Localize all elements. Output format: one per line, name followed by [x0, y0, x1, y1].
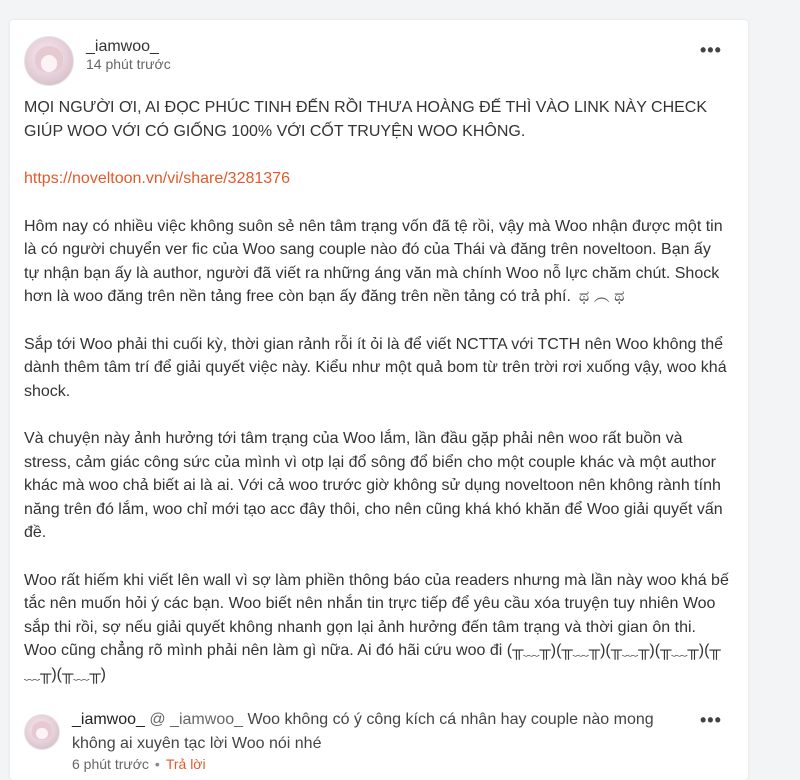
comment-mention[interactable]: @ _iamwoo_: [149, 711, 244, 728]
post-card: [10, 20, 748, 780]
post-paragraph-1: MỌI NGƯỜI ƠI, AI ĐỌC PHÚC TINH ĐẾN RỒI THƯA HOÀNG ĐẾ THÌ VÀO LINK NÀY CHECK GIÚP WOO VỚI CÓ GIỐNG 100% VỚI CỐT TRUYỆN WOO KHÔNG.: [24, 99, 708, 140]
post-timestamp: 14 phút trước: [86, 56, 171, 72]
post-link-paragraph: [24, 167, 729, 191]
post-paragraph-2-text: Hôm nay có nhiều việc không suôn sẻ nên tâm trạng vốn đã tệ rồi, vậy mà Woo nhận được một tin là có người chuyển ver fic của Woo sang couple nào đó của Thái và đăng trên noveltoon. Bạn ấy tự nhận bạn ấy là author, người đã viết ra những áng văn mà chính Woo nỗ lực chăm chút. Shock hơn là woo đăng trên nền tảng free còn bạn ấy đăng trên nền tảng có trả phí.: [24, 217, 723, 305]
post-paragraph-4: Và chuyện này ảnh hưởng tới tâm trạng của Woo lắm, lần đầu gặp phải nên woo rất buồn và stress, cảm giác công sức của mình vì otp lại đổ sông đổ biển cho một couple khác và một author khác mà woo chả biết ai là ai. Với cả woo trước giờ không sử dụng noveltoon nên không rành tính năng trên đó lắm, woo chỉ mới tạo acc đây thôi, cho nên cũng khá khó khăn để Woo giải quyết vấn đề.: [24, 430, 723, 541]
kaomoji: ಥ ︵ ಥ: [578, 288, 625, 305]
post-body: [24, 96, 729, 710]
comment-more-options-icon[interactable]: •••: [700, 710, 722, 730]
meta-separator: •: [154, 756, 160, 772]
comment-meta: [72, 756, 206, 772]
comment-text: Woo không có ý công kích cá nhân hay couple nào mong không ai xuyên tạc lời Woo nói nhé: [72, 711, 654, 752]
author-avatar[interactable]: [24, 36, 74, 86]
post-paragraph-3: Sắp tới Woo phải thi cuối kỳ, thời gian rảnh rỗi ít ỏi là để viết NCTTA với TCTH nên Woo không thể dành thêm tâm trí để giải quyết việc này. Kiểu như một quả bom từ trên trời rơi xuống vậy, woo khá shock.: [24, 335, 727, 400]
post-paragraph-2: [24, 215, 729, 309]
comment-timestamp: 6 phút trước: [72, 756, 149, 772]
post-paragraph-5: Woo rất hiếm khi viết lên wall vì sợ làm phiền thông báo của readers nhưng mà lần này woo khá bế tắc nên muốn hỏi ý các bạn. Woo biết nên nhắn tin trực tiếp để yêu cầu xóa truyện tuy nhiên Woo sắp thi rồi, sợ nếu giải quyết không nhanh gọn lại ảnh hưởng đến tâm trạng và thời gian ôn thi. Woo cũng chẳng rõ mình phải nên làm gì nữa. Ai đó hãi cứu woo đi (╥﹏╥)(╥﹏╥)(╥﹏╥)(╥﹏╥)(╥﹏╥)(╥﹏╥): [24, 571, 729, 683]
avatar-face: [41, 55, 57, 71]
more-options-icon[interactable]: •••: [700, 40, 722, 60]
comment-author-name[interactable]: _iamwoo_: [72, 711, 145, 728]
reply-button[interactable]: Trả lời: [165, 756, 206, 772]
comment-content: [72, 708, 692, 756]
post-link[interactable]: https://noveltoon.vn/vi/share/3281376: [24, 170, 290, 187]
comment-avatar[interactable]: [24, 714, 60, 750]
post-author-name[interactable]: _iamwoo_: [86, 38, 159, 55]
